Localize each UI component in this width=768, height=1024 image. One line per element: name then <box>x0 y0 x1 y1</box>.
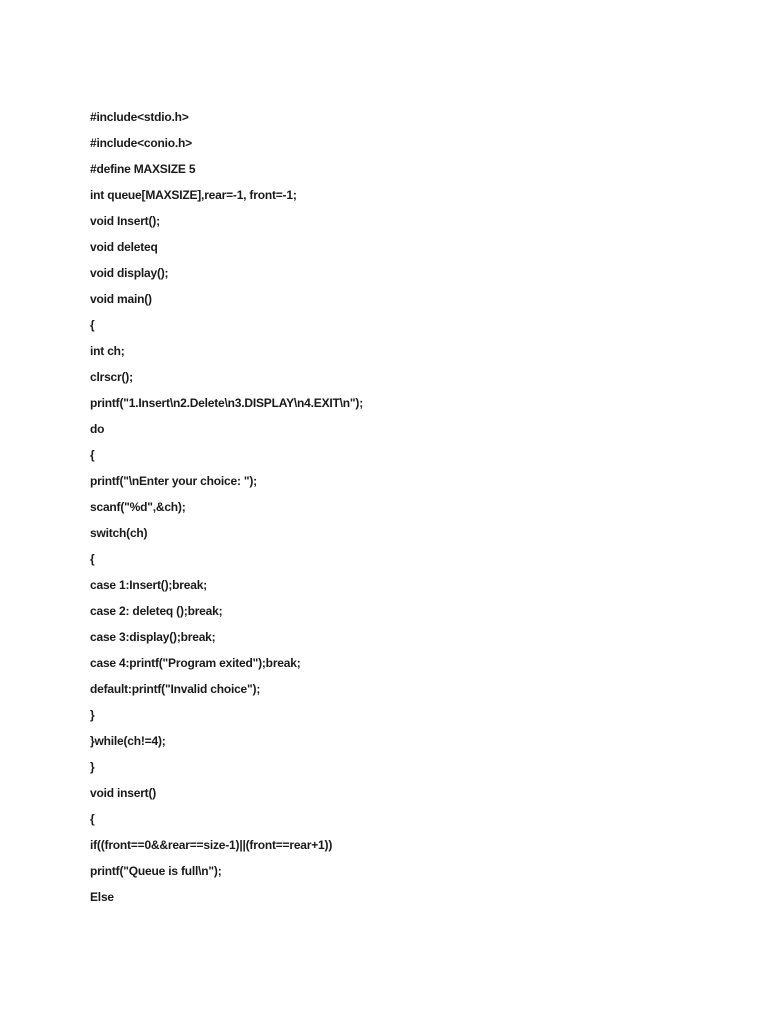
code-line: printf("1.Insert\n2.Delete\n3.DISPLAY\n4.EXIT\n"); <box>90 396 363 410</box>
code-line: do <box>90 422 105 436</box>
code-line: { <box>90 812 95 826</box>
code-line: { <box>90 318 95 332</box>
code-line: }while(ch!=4); <box>90 734 166 748</box>
code-line: void insert() <box>90 786 157 800</box>
code-line: #define MAXSIZE 5 <box>90 162 196 176</box>
code-line: { <box>90 552 95 566</box>
code-line: void deleteq <box>90 240 158 254</box>
code-line: #include<stdio.h> <box>90 110 189 124</box>
code-line: case 1:Insert();break; <box>90 578 207 592</box>
code-line: int ch; <box>90 344 125 358</box>
code-line: printf("Queue is full\n"); <box>90 864 222 878</box>
code-listing <box>90 104 363 910</box>
code-line: } <box>90 760 95 774</box>
code-line: case 2: deleteq ();break; <box>90 604 223 618</box>
code-line: int queue[MAXSIZE],rear=-1, front=-1; <box>90 188 297 202</box>
code-line: if((front==0&&rear==size-1)||(front==rear+1)) <box>90 838 333 852</box>
code-line: switch(ch) <box>90 526 148 540</box>
code-line: void Insert(); <box>90 214 160 228</box>
code-line: { <box>90 448 95 462</box>
code-line: void main() <box>90 292 152 306</box>
code-line: printf("\nEnter your choice: "); <box>90 474 257 488</box>
code-line: Else <box>90 890 114 904</box>
code-line: case 3:display();break; <box>90 630 216 644</box>
code-line: #include<conio.h> <box>90 136 192 150</box>
code-line: scanf("%d",&ch); <box>90 500 186 514</box>
code-line: } <box>90 708 95 722</box>
code-line: default:printf("Invalid choice"); <box>90 682 261 696</box>
code-line: clrscr(); <box>90 370 133 384</box>
code-line: void display(); <box>90 266 169 280</box>
code-line: case 4:printf("Program exited");break; <box>90 656 301 670</box>
